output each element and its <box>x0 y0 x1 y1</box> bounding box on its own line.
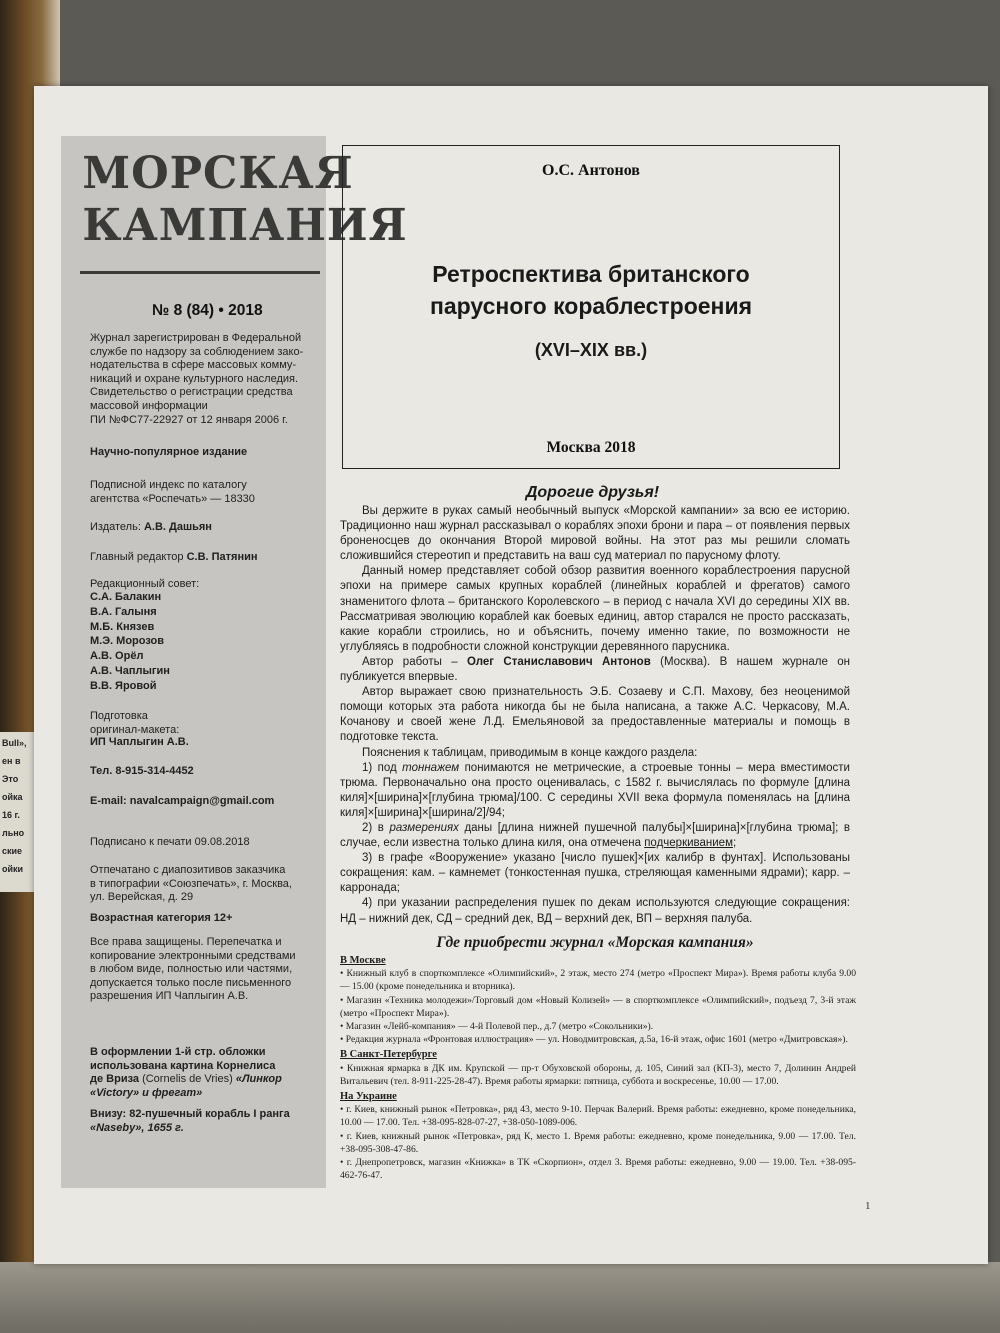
intro-paragraph: Вы держите в руках самый необычный выпуск «Морской кампании» за всю ее историю. Традиционно наш журнал рассказывал о кораблях эпохи брони и пара – от появления первых броненосцев до окончания Второй мировой войны. На этот раз мы решили сломать сложившийся стереотип и представить на ваш суд материал по парусному флоту. <box>340 505 850 563</box>
intro-text <box>340 504 850 927</box>
rights-line: копирование электронными средствами <box>90 949 296 962</box>
rights-line: допускается только после письменного <box>90 976 292 989</box>
book-author: О.С. Антонов <box>542 162 640 179</box>
rights-line: разрешения ИП Чаплыгин А.В. <box>90 990 249 1003</box>
subscription-index <box>90 479 255 506</box>
edition-type: Научно-популярное издание <box>90 446 248 458</box>
page-number: 1 <box>865 1200 871 1212</box>
registration-line: никаций и охране культурного наследия. <box>90 372 299 385</box>
cover-credit-line: де Вриза (Cornelis de Vries) «Линкор <box>90 1073 282 1086</box>
registration-line: Журнал зарегистрирован в Федеральной <box>90 332 302 344</box>
publisher <box>90 521 212 535</box>
cover-credit-line: использована картина Корнелиса <box>90 1059 276 1072</box>
greeting-heading: Дорогие друзья! <box>525 484 660 501</box>
intro-paragraph: 4) при указании распределения пушек по декам используются следующие сокращения: НД – нижний дек, СД – средний дек, ВД – верхний дек, ВП – верхняя палуба. <box>340 897 850 925</box>
printing-line: в типографии «Союзпечать», г. Москва, <box>90 877 292 890</box>
chief-editor <box>90 551 258 565</box>
shop-item: • г. Киев, книжный рынок «Петровка», ряд К, место 1. Время работы: ежедневно, кроме понедельника, 9.00 — 17.00. Тел. +38-095-308-47-86. <box>340 1130 856 1155</box>
council-member: М.Б. Князев <box>90 620 155 633</box>
magazine-logo <box>80 148 408 270</box>
council-member: С.А. Балакин <box>90 591 162 603</box>
prev-page-line: Это <box>2 774 19 784</box>
region-heading: В Санкт-Петербурге <box>340 1049 437 1061</box>
layout-label-line: Подготовка <box>90 710 148 722</box>
registration-line: нодательства в сфере массовых комму- <box>90 359 297 372</box>
council-member: А.В. Орёл <box>90 650 144 663</box>
prev-page-line: ойка <box>2 792 23 802</box>
layout-label-line: оригинал-макета: <box>90 723 180 736</box>
where-to-buy-heading: Где приобрести журнал «Морская кампания» <box>436 934 754 951</box>
cover-credit-line: «Victory» и фрегат» <box>90 1086 203 1099</box>
council-member: М.Э. Морозов <box>90 635 165 648</box>
printing-line: ул. Верейская, д. 29 <box>90 891 194 904</box>
registration-line: массовой информации <box>90 399 208 412</box>
layout-author: ИП Чаплыгин А.В. <box>90 736 189 748</box>
chief-editor-label: Главный редактор <box>90 551 184 563</box>
subscription-line: агентства «Роспечать» — 18330 <box>90 492 255 505</box>
council-member: В.А. Галыня <box>90 605 157 618</box>
council-member: А.В. Чаплыгин <box>90 664 170 677</box>
email: E-mail: navalcampaign@gmail.com <box>90 795 275 807</box>
signed-date: Подписано к печати 09.08.2018 <box>90 836 250 848</box>
shop-item: • г. Днепропетровск, магазин «Книжка» в ТК «Скорпион», отдел 3. Время работы: ежедневно, 9.00 — 19.00. Тел. +38-095-462-76-47. <box>340 1157 856 1182</box>
rights-notice <box>90 936 296 1004</box>
intro-paragraph: Пояснения к таблицам, приводимым в конце каждого раздела: <box>362 746 698 759</box>
registration-info <box>90 332 303 427</box>
shop-item: • г. Киев, книжный рынок «Петровка», ряд 43, место 9-10. Перчак Валерий. Время работы: ежедневно, кроме понедельника, 10.00 — 17.00. Тел. +38-095-828-07-27, +38-050-1089-006. <box>340 1104 856 1129</box>
council-member: В.В. Яровой <box>90 679 157 692</box>
prev-page-line: ойки <box>2 864 24 874</box>
cover-credit <box>90 1046 282 1100</box>
region-heading: На Украине <box>340 1091 397 1103</box>
intro-paragraph: Автор выражает свою признательность Э.Б. Созаеву и С.П. Махову, без неоценимой помощи которых эта работа никогда бы не была написана, а также А.С. Черкасову, М.А. Кочановy и своей жене Л.Д. Емельяновой за предоставленные материалы и помощь в подготовке текста. <box>340 686 850 744</box>
intro-paragraph: 1) под тоннажем понимаются не метрические, а строевые тонны – мера вместимости трюма. Первоначально она просто оценивалась, с 1582 г. вычислялась по формуле [длина киля]×[ширина]×[глубина трюма]/100. С середины XVII века формула поменялась на [длина киля]×[ширина]×[ширина/2]/94; <box>340 761 850 819</box>
chief-editor-name: С.В. Патянин <box>186 551 258 563</box>
shop-item: • Книжная ярмарка в ДК им. Крупской — пр-т Обуховской обороны, д. 105, Синий зал (КП-3), место 7, Долинин Андрей Витальевич (тел. 8-911-225-28-47). Время работы ярмарки: пятница, суббота и воскресенье, 10.00 — 17.00. <box>340 1062 856 1087</box>
logo-underline <box>80 271 320 274</box>
book-subtitle: (XVI–XIX вв.) <box>534 340 648 360</box>
intro-paragraph: Данный номер представляет собой обзор развития военного кораблестроения парусной эпохи на примере самых крупных кораблей (линейных кораблей и фрегатов) самого знаменитого флота – британского Королевского – в период с начала XVI до середины XIX вв. Рассматривая эволюцию кораблей как боевых единиц, автор старался не просто рассказать, какие корабли строились, но и объяснить, почему именно такие, по возможности не углубляясь в подробности сложной конструкции деревянного парусника. <box>340 565 850 653</box>
shop-item: • Магазин «Лейб-компания» — 4-й Полевой пер., д.7 (метро «Сокольники»). <box>340 1021 654 1033</box>
prev-page-line: льно <box>2 828 25 838</box>
where-to-buy-list <box>340 952 856 1182</box>
title-box <box>342 145 840 469</box>
publisher-name: А.В. Дашьян <box>143 521 212 533</box>
prev-page-line: Bull», <box>2 738 27 748</box>
subscription-line: Подписной индекс по каталогу <box>90 479 247 491</box>
logo-line-2: КАМПАНИЯ <box>82 200 408 251</box>
age-category: Возрастная категория 12+ <box>90 912 233 924</box>
registration-line: ПИ №ФС77-22927 от 12 января 2006 г. <box>90 413 288 426</box>
registration-line: Свидетельство о регистрации средства <box>90 386 293 399</box>
prev-page-line: ен в <box>2 756 21 766</box>
rights-line: Все права защищены. Перепечатка и <box>90 936 282 948</box>
intro-paragraph: 2) в размерениях даны [длина нижней пушечной палубы]×[ширина]×[глубина трюма]; в случае, если известна только длина киля, она отмечена подчеркиванием; <box>340 821 850 850</box>
intro-paragraph: 3) в графе «Вооружение» указано [число пушек]×[их калибр в фунтах]. Использованы сокращения: кам. – камнемет (тонкостенная пушка, стреляющая каменными ядрами); карр. – карронада; <box>340 852 850 895</box>
intro-paragraph: Автор работы – Олег Станиславович Антонов (Москва). В нашем журнале он публикуется впервые. <box>340 655 850 684</box>
editorial-council-label: Редакционный совет: <box>90 578 200 590</box>
shop-item: • Книжный клуб в спорткомплексе «Олимпийский», 2 этаж, место 274 (метро «Проспект Мира»). Время работы клуба 9.00 — 15.00 (кроме понедельника и вторника). <box>340 968 856 993</box>
previous-page-edge <box>0 732 36 892</box>
book-title-line: парусного кораблестроения <box>429 293 753 319</box>
book-title-line: Ретроспектива британского <box>432 261 750 287</box>
city-year: Москва 2018 <box>546 439 636 456</box>
layout-label <box>90 710 179 737</box>
issue-number: № 8 (84) • 2018 <box>152 302 263 319</box>
background-table <box>0 1262 1000 1333</box>
region-heading: В Москве <box>340 955 386 966</box>
shop-item: • Редакция журнала «Фронтовая иллюстрация» — ул. Новодмитровская, д.5а, 16-й этаж, офис 1601 (метро «Дмитровская»). <box>340 1034 848 1046</box>
prev-page-line: ские <box>2 846 23 856</box>
back-cover-credit <box>90 1108 290 1135</box>
rights-line: в любом виде, полностью или частями, <box>90 963 293 976</box>
printing-info <box>90 864 292 905</box>
printing-line: Отпечатано с диапозитивов заказчика <box>90 864 286 876</box>
book-title <box>343 258 839 322</box>
editorial-council-list <box>90 590 170 694</box>
back-credit-line: Внизу: 82-пушечный корабль I ранга <box>90 1108 290 1120</box>
phone: Тел. 8-915-314-4452 <box>90 765 194 777</box>
registration-line: службе по надзору за соблюдением зако- <box>90 345 304 358</box>
shop-item: • Магазин «Техника молодежи»/Торговый дом «Новый Колизей» — в спорткомплексе «Олимпийский», подъезд 7, 3-й этаж (метро «Проспект Мира»). <box>340 994 856 1019</box>
prev-page-line: 16 г. <box>2 810 20 820</box>
cover-credit-line: В оформлении 1-й стр. обложки <box>90 1046 266 1058</box>
logo-line-1: МОРСКАЯ <box>82 148 354 199</box>
publisher-label: Издатель: <box>90 521 141 533</box>
back-credit-line: «Naseby», 1655 г. <box>90 1121 184 1134</box>
